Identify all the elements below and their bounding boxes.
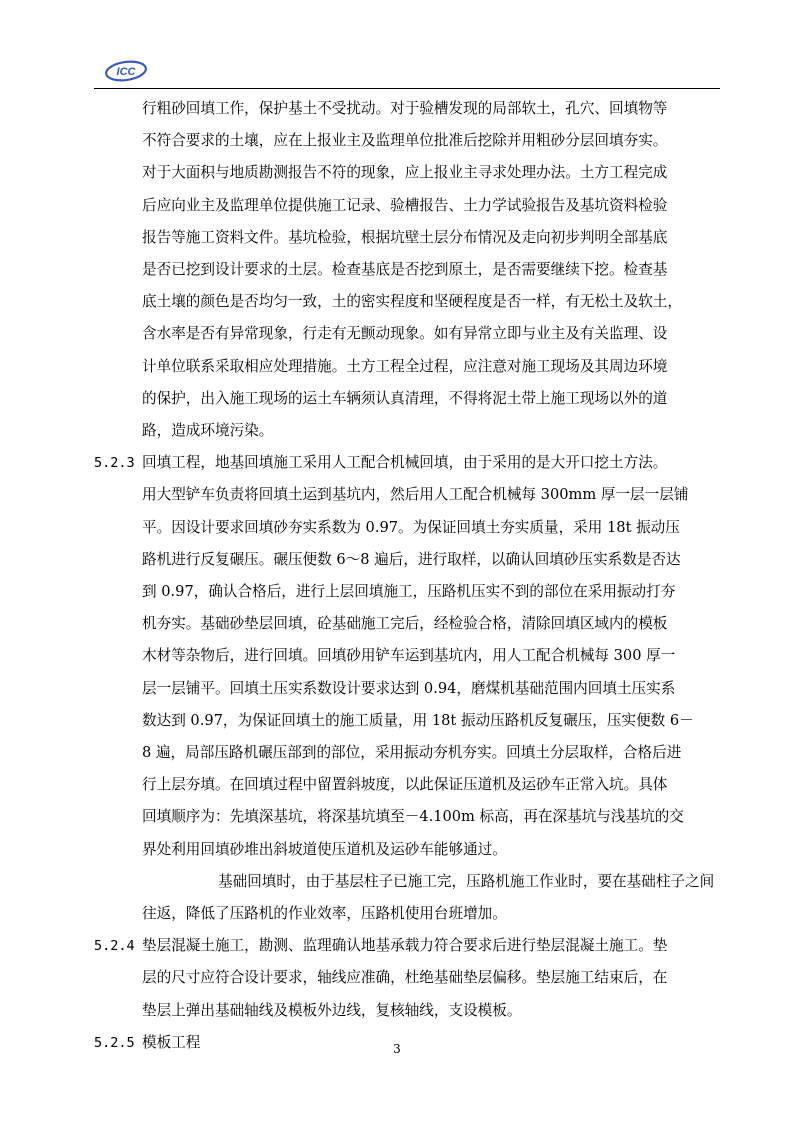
text-line bbox=[142, 254, 722, 286]
line-text: 层的尺寸应符合设计要求，轴线应准确，杜绝基础垫层偏移。垫层施工结束后，在 bbox=[142, 969, 668, 987]
line-text: 计单位联系采取相应处理措施。土方工程全过程，应注意对施工现场及其周边环境 bbox=[142, 357, 668, 375]
text-line bbox=[94, 447, 722, 479]
line-text: 是否已挖到设计要求的土层。检查基底是否挖到原土，是否需要继续下挖。检查基 bbox=[142, 261, 668, 279]
document-body bbox=[94, 93, 722, 1059]
text-line bbox=[142, 834, 722, 866]
line-text: 往返，降低了压路机的作业效率，压路机使用台班增加。 bbox=[142, 905, 507, 923]
text-line bbox=[142, 737, 722, 769]
text-line bbox=[142, 705, 722, 737]
text-line bbox=[142, 544, 722, 576]
line-text: 机夯实。基础砂垫层回填，砼基础施工完后，经检验合格，清除回填区域内的模板 bbox=[142, 615, 668, 633]
line-text: 的保护，出入施工现场的运土车辆须认真清理，不得将泥土带上施工现场以外的道 bbox=[142, 389, 668, 407]
section-number: 5.2.4 bbox=[94, 938, 135, 955]
text-line bbox=[142, 190, 722, 222]
text-line bbox=[142, 351, 722, 383]
paragraph bbox=[94, 866, 722, 930]
line-text: 路，造成环境污染。 bbox=[142, 422, 274, 440]
paragraph bbox=[94, 93, 722, 447]
line-text: 层一层铺平。回填土压实系数设计要求达到 0.94，磨煤机基础范围内回填土压实系 bbox=[142, 679, 676, 697]
line-text: 界处利用回填砂堆出斜坡道使压道机及运砂车能够通过。 bbox=[142, 840, 507, 858]
line-text: 路机进行反复碾压。碾压便数 6～8 遍后，进行取样，以确认回填砂压实系数是否达 bbox=[142, 550, 681, 568]
line-text: 不符合要求的土壤，应在上报业主及监理单位批准后挖除并用粗砂分层回填夯实。 bbox=[142, 132, 668, 150]
line-text: 用大型铲车负责将回填土运到基坑内，然后用人工配合机械每 300mm 厚一层一层铺 bbox=[142, 486, 689, 504]
line-text: 木材等杂物后，进行回填。回填砂用铲车运到基坑内，用人工配合机械每 300 厚一 bbox=[142, 647, 676, 665]
text-line bbox=[142, 318, 722, 350]
line-text: 垫层混凝土施工，勘测、监理确认地基承载力符合要求后进行垫层混凝土施工。垫 bbox=[142, 937, 668, 955]
text-line bbox=[142, 286, 722, 318]
text-line bbox=[142, 576, 722, 608]
text-line bbox=[142, 673, 722, 705]
header-rule bbox=[94, 88, 720, 89]
line-text: 回填工程，地基回填施工采用人工配合机械回填，由于采用的是大开口挖土方法。 bbox=[142, 454, 668, 472]
text-line bbox=[142, 962, 722, 994]
line-text: 行上层夯填。在回填过程中留置斜坡度，以此保证压道机及运砂车正常入坑。具体 bbox=[142, 776, 668, 794]
text-line bbox=[94, 930, 722, 962]
line-text: 对于大面积与地质勘测报告不符的现象，应上报业主寻求处理办法。土方工程完成 bbox=[142, 164, 668, 182]
line-text: 8 遍，局部压路机碾压部到的部位，采用振动夯机夯实。回填土分层取样，合格后进 bbox=[142, 744, 682, 762]
text-line bbox=[142, 415, 722, 447]
text-line bbox=[142, 383, 722, 415]
text-line bbox=[142, 512, 722, 544]
text-line bbox=[142, 222, 722, 254]
text-line bbox=[142, 479, 722, 511]
line-text: 到 0.97，确认合格后，进行上层回填施工，压路机压实不到的部位在采用振动打夯 bbox=[142, 583, 676, 601]
text-line bbox=[142, 866, 722, 898]
section-number: 5.2.3 bbox=[94, 455, 135, 472]
line-text: 含水率是否有异常现象，行走有无颤动现象。如有异常立即与业主及有关监理、设 bbox=[142, 325, 668, 343]
text-line bbox=[142, 640, 722, 672]
page-number: 3 bbox=[393, 1042, 401, 1056]
line-text: 行粗砂回填工作，保护基土不受扰动。对于验槽发现的局部软土，孔穴、回填物等 bbox=[142, 100, 668, 117]
text-line bbox=[142, 157, 722, 189]
text-line bbox=[142, 769, 722, 801]
line-text: 报告等施工资料文件。基坑检验，根据坑壁土层分布情况及走向初步判明全部基底 bbox=[142, 228, 668, 246]
line-text: 后应向业主及监理单位提供施工记录、验槽报告、土力学试验报告及基坑资料检验 bbox=[142, 196, 668, 214]
text-line bbox=[142, 608, 722, 640]
logo-text: ICC bbox=[116, 66, 136, 78]
section-number: 5.2.5 bbox=[94, 1034, 135, 1051]
text-line bbox=[142, 93, 722, 125]
line-text: 数达到 0.97，为保证回填土的施工质量，用 18t 振动压路机反复碾压，压实便数 6－ bbox=[142, 711, 694, 729]
section-5-2-4 bbox=[94, 930, 722, 1027]
text-line bbox=[142, 898, 722, 930]
line-text: 垫层上弹出基础轴线及模板外边线，复核轴线，支设模板。 bbox=[142, 1001, 522, 1019]
line-text: 模板工程 bbox=[142, 1033, 201, 1051]
section-5-2-3 bbox=[94, 447, 722, 866]
line-text: 基础回填时，由于基层柱子已施工完，压路机施工作业时，要在基础柱子之间 bbox=[218, 872, 715, 890]
text-line bbox=[142, 801, 722, 833]
text-line bbox=[142, 995, 722, 1027]
line-text: 平。因设计要求回填砂夯实系数为 0.97。为保证回填土夯实质量，采用 18t 振动压 bbox=[142, 518, 680, 536]
text-line bbox=[142, 125, 722, 157]
line-text: 底土壤的颜色是否均匀一致，土的密实程度和坚硬程度是否一样，有无松土及软土， bbox=[142, 293, 682, 311]
company-logo-icon bbox=[104, 60, 148, 82]
line-text: 回填顺序为：先填深基坑，将深基坑填至－4.100m 标高，再在深基坑与浅基坑的交 bbox=[142, 808, 684, 826]
